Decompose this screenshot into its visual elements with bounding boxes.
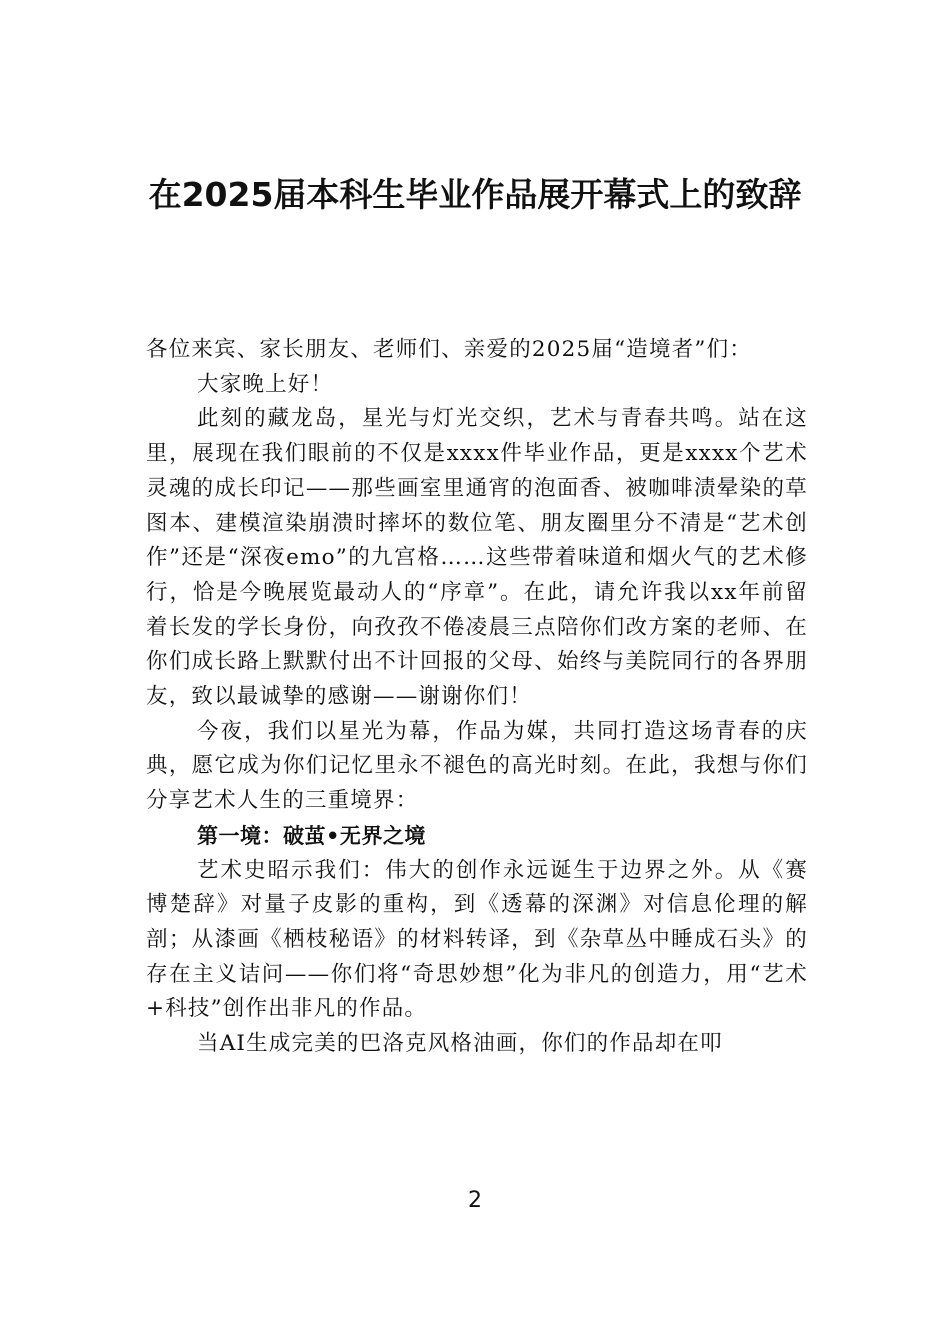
paragraph-opening: 此刻的藏龙岛，星光与灯光交织，艺术与青春共鸣。站在这里，展现在我们眼前的不仅是xxxx件毕业作品，更是xxxx个艺术灵魂的成长印记——那些画室里通宵的泡面香、被咖啡渍晕染的草图本、建模渲染崩溃时摔坏的数位笔、朋友圈里分不清是“艺术创作”还是“深夜emo”的九宫格……这些带着味道和烟火气的艺术修行，恰是今晚展览最动人的“序章”。在此，请允许我以xx年前留着长发的学长身份，向孜孜不倦凌晨三点陪你们改方案的老师、在你们成长路上默默付出不计回报的父母、始终与美院同行的各界朋友，致以最诚挚的感谢——谢谢你们！ [146,406,808,710]
paragraph-tonight: 今夜，我们以星光为幕，作品为媒，共同打造这场青春的庆典，愿它成为你们记忆里永不褪色的高光时刻。在此，我想与你们分享艺术人生的三重境界： [146,718,808,814]
greeting: 大家晚上好！ [197,371,334,397]
paragraph-art-history: 艺术史昭示我们：伟大的创作永远诞生于边界之外。从《赛博楚辞》对量子皮影的重构，到《透幕的深渊》对信息伦理的解剖；从漆画《栖枝秘语》的材料转译，到《杂草丛中睡成石头》的存在主义诘问——你们将“奇思妙想”化为非凡的创造力，用“艺术+科技”创作出非凡的作品。 [146,857,808,1022]
salutation: 各位来宾、家长朋友、老师们、亲爱的2025届“造境者”们： [146,337,753,362]
paragraph-ai: 当AI生成完美的巴洛克风格油画，你们的作品却在叩 [197,1031,723,1057]
document-title: 在2025届本科生毕业作品展开幕式上的致辞 [148,175,802,214]
page-number: 2 [468,1188,482,1213]
section-heading: 第一境：破茧•无界之境 [197,823,426,848]
document-body [146,333,808,1062]
